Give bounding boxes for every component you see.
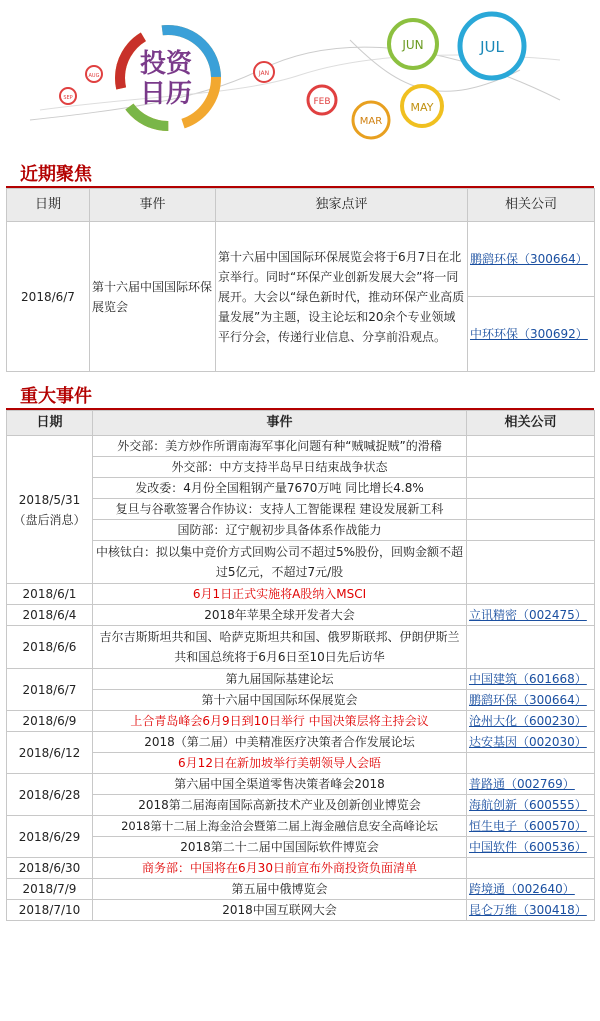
focus-event: 第十六届中国国际环保展览会 — [90, 222, 216, 372]
event-text: 外交部：中方支持半岛早日结束战争状态 — [93, 457, 467, 478]
event-text: 2018第二十二届中国国际软件博览会 — [93, 837, 467, 858]
svg-text:JUN: JUN — [402, 38, 424, 52]
event-text: 2018第二届海南国际高新技术产业及创新创业博览会 — [93, 795, 467, 816]
event-text: 第九届国际基建论坛 — [93, 669, 467, 690]
event-date-text: 2018/5/31 — [18, 492, 81, 507]
month-bubble-aug — [86, 66, 102, 82]
event-company — [467, 816, 595, 837]
svg-text:JAN: JAN — [258, 70, 270, 77]
event-company — [467, 690, 595, 711]
event-text: 国防部：辽宁舰初步具备体系作战能力 — [93, 520, 467, 541]
company-link[interactable]: 海航创新（600555） — [469, 798, 587, 812]
event-date — [7, 436, 93, 584]
events-table — [6, 410, 595, 921]
event-company — [467, 499, 595, 520]
event-text: 中核钛白：拟以集中竞价方式回购公司不超过5%股份，回购金额不超过5亿元，不超过7元/股 — [93, 541, 467, 584]
header-company: 相关公司 — [468, 189, 595, 222]
events-table-header — [7, 411, 595, 436]
event-company — [467, 669, 595, 690]
event-text: 2018（第二届）中美精准医疗决策者合作发展论坛 — [93, 732, 467, 753]
svg-text:MAR: MAR — [359, 116, 383, 127]
event-company — [467, 753, 595, 774]
company-link[interactable]: 达安基因（002030） — [469, 735, 587, 749]
company-link[interactable]: 立讯精密（002475） — [469, 608, 587, 622]
table-row — [7, 858, 595, 879]
event-date: 2018/6/9 — [7, 711, 93, 732]
table-row — [7, 222, 595, 297]
company-link[interactable]: 中环环保（300692） — [470, 327, 588, 341]
table-row — [7, 541, 595, 584]
table-row — [7, 837, 595, 858]
company-link[interactable]: 中国建筑（601668） — [469, 672, 587, 686]
focus-comment: 第十六届中国国际环保展览会将于6月7日在北京举行。同时“环保产业创新发展大会”将一同展开。大会以“绿色新时代，推动环保产业高质量发展”为主题，设主论坛和20余个专业领域平行分会，传递行业信息、分享前沿观点。 — [216, 222, 468, 372]
month-bubble-mar — [353, 102, 389, 138]
event-date: 2018/6/29 — [7, 816, 93, 858]
event-text: 商务部：中国将在6月30日前宣布外商投资负面清单 — [93, 858, 467, 879]
event-company — [467, 584, 595, 605]
event-date: 2018/6/30 — [7, 858, 93, 879]
event-date: 2018/6/6 — [7, 626, 93, 669]
table-row — [7, 879, 595, 900]
event-company — [467, 605, 595, 626]
header-company: 相关公司 — [467, 411, 595, 436]
event-text: 6月1日正式实施将A股纳入MSCI — [93, 584, 467, 605]
section-title-events-text: 重大事件 — [20, 386, 92, 407]
event-text: 2018中国互联网大会 — [93, 900, 467, 921]
table-row — [7, 626, 595, 669]
table-row — [7, 436, 595, 457]
event-date: 2018/7/9 — [7, 879, 93, 900]
section-title-focus-text: 近期聚焦 — [20, 164, 92, 185]
event-text: 吉尔吉斯斯坦共和国、哈萨克斯坦共和国、俄罗斯联邦、伊朗伊斯兰共和国总统将于6月6日至10日先后访华 — [93, 626, 467, 669]
section-title-focus — [6, 158, 594, 188]
company-link[interactable]: 昆仑万维（300418） — [469, 903, 587, 917]
event-text: 6月12日在新加坡举行美朝领导人会晤 — [93, 753, 467, 774]
table-row — [7, 690, 595, 711]
event-date: 2018/6/7 — [7, 669, 93, 711]
table-row — [7, 457, 595, 478]
header-event: 事件 — [93, 411, 467, 436]
company-link[interactable]: 鹏鹞环保（300664） — [470, 252, 588, 266]
event-company — [467, 774, 595, 795]
company-link[interactable]: 鹏鹞环保（300664） — [469, 693, 587, 707]
svg-text:FEB: FEB — [313, 97, 331, 107]
event-company — [467, 478, 595, 499]
event-company — [467, 879, 595, 900]
header-event: 事件 — [90, 189, 216, 222]
table-row — [7, 605, 595, 626]
event-text: 第十六届中国国际环保展览会 — [93, 690, 467, 711]
table-row — [7, 499, 595, 520]
month-bubble-jul — [460, 14, 524, 78]
focus-date: 2018/6/7 — [7, 222, 90, 372]
event-company — [467, 837, 595, 858]
month-bubble-feb — [308, 86, 336, 114]
focus-table — [6, 188, 595, 372]
logo-text-1: 投资 — [140, 49, 193, 79]
focus-company-cell-2 — [468, 297, 595, 372]
event-company — [467, 711, 595, 732]
company-link[interactable]: 恒生电子（600570） — [469, 819, 587, 833]
event-text: 外交部：美方炒作所谓南海军事化问题有种“贼喊捉贼”的滑稽 — [93, 436, 467, 457]
event-company — [467, 436, 595, 457]
event-date: 2018/6/28 — [7, 774, 93, 816]
table-row — [7, 753, 595, 774]
calendar-banner-graphic — [0, 0, 600, 150]
company-link[interactable]: 中国软件（600536） — [469, 840, 587, 854]
calendar-banner — [0, 0, 600, 150]
event-company — [467, 541, 595, 584]
event-company — [467, 732, 595, 753]
event-company — [467, 520, 595, 541]
event-company — [467, 795, 595, 816]
event-company — [467, 858, 595, 879]
table-row — [7, 900, 595, 921]
event-text: 发改委：4月份全国粗钢产量7670万吨 同比增长4.8% — [93, 478, 467, 499]
svg-text:MAY: MAY — [410, 101, 434, 114]
event-date-note: （盘后消息） — [13, 512, 86, 527]
event-date: 2018/6/4 — [7, 605, 93, 626]
event-text: 第五届中俄博览会 — [93, 879, 467, 900]
company-link[interactable]: 普路通（002769） — [469, 777, 575, 791]
month-bubble-jan — [254, 62, 274, 82]
header-date: 日期 — [7, 411, 93, 436]
focus-company-cell-1 — [468, 222, 595, 297]
event-text: 上合青岛峰会6月9日到10日举行 中国决策层将主持会议 — [93, 711, 467, 732]
month-bubble-may — [402, 86, 442, 126]
focus-table-header — [7, 189, 595, 222]
table-row — [7, 520, 595, 541]
event-company — [467, 457, 595, 478]
event-date: 2018/6/1 — [7, 584, 93, 605]
table-row — [7, 584, 595, 605]
event-text: 复旦与谷歌签署合作协议：支持人工智能课程 建设发展新工科 — [93, 499, 467, 520]
event-text: 2018年苹果全球开发者大会 — [93, 605, 467, 626]
section-title-events — [6, 380, 594, 410]
event-date: 2018/7/10 — [7, 900, 93, 921]
table-row — [7, 732, 595, 753]
header-comment: 独家点评 — [216, 189, 468, 222]
svg-text:AUG: AUG — [88, 73, 100, 79]
company-link[interactable]: 跨境通（002640） — [469, 882, 575, 896]
header-date: 日期 — [7, 189, 90, 222]
svg-text:SEP: SEP — [63, 95, 73, 101]
logo-text-2: 日历 — [140, 79, 193, 109]
company-link[interactable]: 沧州大化（600230） — [469, 714, 587, 728]
table-row — [7, 774, 595, 795]
month-bubble-sep — [60, 88, 76, 104]
event-text: 第六届中国全渠道零售决策者峰会2018 — [93, 774, 467, 795]
table-row — [7, 669, 595, 690]
table-row — [7, 478, 595, 499]
svg-text:JUL: JUL — [480, 38, 504, 56]
event-company — [467, 626, 595, 669]
month-bubble-jun — [389, 20, 437, 68]
table-row — [7, 795, 595, 816]
event-date: 2018/6/12 — [7, 732, 93, 774]
event-text: 2018第十二届上海金洽会暨第二届上海金融信息安全高峰论坛 — [93, 816, 467, 837]
table-row — [7, 816, 595, 837]
table-row — [7, 711, 595, 732]
event-company — [467, 900, 595, 921]
